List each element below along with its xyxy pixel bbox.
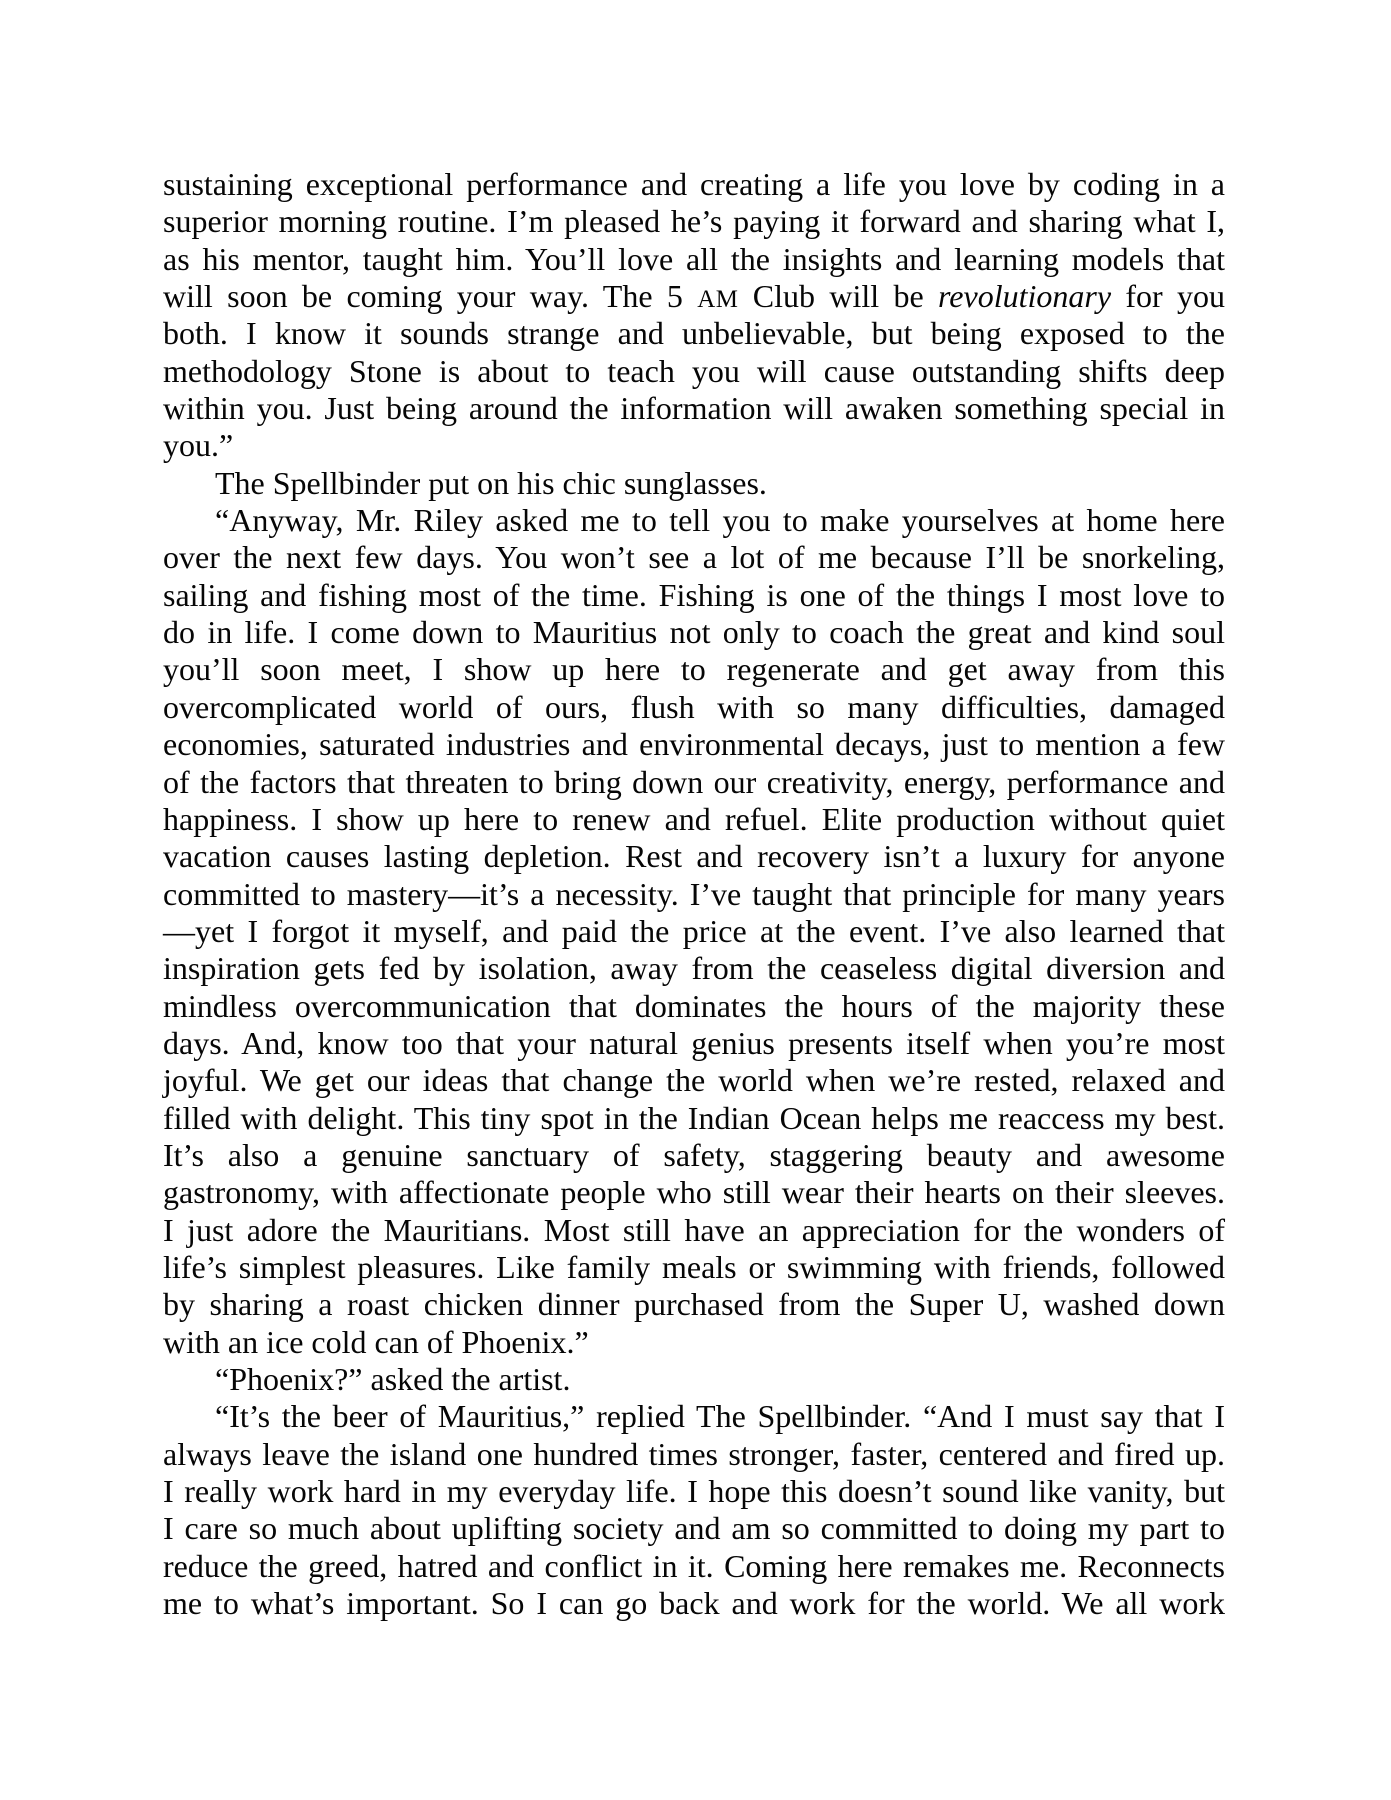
text-line: “Anyway, Mr. Riley asked me to tell you to make yourselves at home here [215, 502, 1225, 539]
text-segment: will soon be coming your way. The 5 [163, 278, 698, 315]
text-line: sustaining exceptional performance and creating a life you love by coding in a [163, 166, 1225, 202]
text-line: overcomplicated world of ours, flush with so many difficulties, damaged [163, 688, 1225, 725]
text-line: by sharing a roast chicken dinner purchased from the Super U, washed down [163, 1286, 1225, 1323]
text-line: life’s simplest pleasures. Like family meals or swimming with friends, followed [163, 1248, 1225, 1285]
text-line: filled with delight. This tiny spot in the Indian Ocean helps me reaccess my best. [163, 1099, 1225, 1136]
paragraph [163, 166, 1225, 465]
text-line: over the next few days. You won’t see a lot of me because I’ll be snorkeling, [163, 539, 1225, 576]
text-line: mindless overcommunication that dominates the hours of the majority these [163, 987, 1225, 1024]
text-line: economies, saturated industries and environmental decays, just to mention a few [163, 726, 1225, 763]
text-line: superior morning routine. I’m pleased he’s paying it forward and sharing what I, [163, 203, 1225, 240]
text-line: always leave the island one hundred times stronger, faster, centered and fired up. [163, 1435, 1225, 1472]
text-line: reduce the greed, hatred and conflict in it. Coming here remakes me. Reconnects [163, 1547, 1225, 1584]
text-line: do in life. I come down to Mauritius not only to coach the great and kind soul [163, 614, 1225, 651]
text-line: The Spellbinder put on his chic sunglasses. [215, 464, 767, 501]
text-segment: for you [1111, 278, 1226, 315]
text-line: I care so much about uplifting society and am so committed to doing my part to [163, 1510, 1225, 1547]
text-line: I really work hard in my everyday life. I hope this doesn’t sound like vanity, but [163, 1473, 1225, 1510]
text-line: with an ice cold can of Phoenix.” [163, 1323, 589, 1360]
text-line: days. And, know too that your natural genius presents itself when you’re most [163, 1024, 1225, 1061]
text-line: within you. Just being around the information will awaken something special in [163, 390, 1225, 427]
paragraph [163, 502, 1225, 1361]
paragraph [163, 1361, 1225, 1398]
text-line: vacation causes lasting depletion. Rest and recovery isn’t a luxury for anyone [163, 838, 1225, 875]
text-line: gastronomy, with affectionate people who still wear their hearts on their sleeves. [163, 1174, 1225, 1211]
text-line: you’ll soon meet, I show up here to regenerate and get away from this [163, 651, 1225, 688]
text-line: It’s also a genuine sanctuary of safety, staggering beauty and awesome [163, 1136, 1225, 1173]
paragraph [163, 465, 1225, 502]
text-line: I just adore the Mauritians. Most still have an appreciation for the wonders of [163, 1211, 1225, 1248]
text-line: me to what’s important. So I can go back and work for the world. We all work [163, 1585, 1225, 1622]
text-line: “Phoenix?” asked the artist. [215, 1361, 571, 1397]
text-line: sailing and fishing most of the time. Fishing is one of the things I most love to [163, 576, 1225, 613]
italic-text: revolutionary [938, 278, 1112, 315]
text-line: happiness. I show up here to renew and refuel. Elite production without quiet [163, 800, 1225, 837]
paragraph [163, 1398, 1225, 1622]
text-line: “It’s the beer of Mauritius,” replied The Spellbinder. “And I must say that I [215, 1398, 1225, 1435]
text-line: you.” [163, 427, 234, 464]
text-line: —yet I forgot it myself, and paid the price at the event. I’ve also learned that [163, 912, 1225, 949]
text-segment: Club will be [738, 278, 939, 315]
text-line: as his mentor, taught him. You’ll love all the insights and learning models that [163, 240, 1225, 277]
text-line: joyful. We get our ideas that change the world when we’re rested, relaxed and [163, 1062, 1225, 1099]
text-line: both. I know it sounds strange and unbelievable, but being exposed to the [163, 315, 1225, 352]
text-line: committed to mastery—it’s a necessity. I’ve taught that principle for many years [163, 875, 1225, 912]
text-block [163, 166, 1225, 1622]
text-line: of the factors that threaten to bring down our creativity, energy, performance and [163, 763, 1225, 800]
text-line [163, 278, 1225, 315]
small-caps-text: AM [697, 286, 739, 314]
text-line: methodology Stone is about to teach you will cause outstanding shifts deep [163, 352, 1225, 389]
text-line: inspiration gets fed by isolation, away from the ceaseless digital diversion and [163, 950, 1225, 987]
